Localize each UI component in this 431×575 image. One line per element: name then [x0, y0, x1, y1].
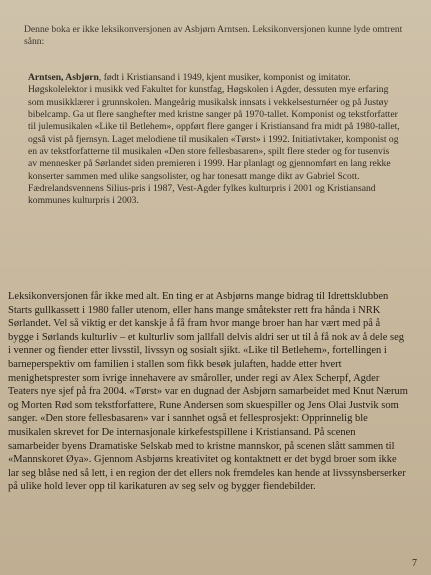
- intro-text: Denne boka er ikke leksikonversjonen av Asbjørn Arntsen. Leksikonversjonen kunne lyde omtrent sånn:: [24, 24, 403, 48]
- entry-body: , født i Kristiansand i 1949, kjent musiker, komponist og imitator. Høgskolelektor i musikk ved Fakultet for kunstfag, Høgskolen i Agder, dessuten mye erfaring som musikklærer i grunnskolen. Mangeårig musikalsk innsats i vekkelsesturnéer og på Justøy bibelcamp. Ga ut flere sanghefter med kristne sanger på 1970-tallet. Komponist og tekstforfatter til julemusikalen «Like til Betlehem», oppført flere ganger i Kristiansand fra midt på 1980-tallet, også vist på fjernsyn. Laget melodiene til musikalen «Tørst» i 1992. Initiativtaker, komponist og en av tekstforfatterne til musikalen «Den store fellesbasaren», spilt flere steder og for tusenvis av mennesker på Sørlandet siden premieren i 1999. Har planlagt og gjennomført en lang rekke konserter sammen med ulike sangsolister, og har tonesatt mange dikt av Gabriel Scott. Fædrelandsvennens Silius-pris i 1987, Vest-Agder fylkes kulturpris i 2001 og Kristiansand kommunes kulturpris i 2003.: [28, 72, 400, 207]
- entry-headword: Arntsen, Asbjørn: [28, 72, 99, 83]
- entry-paragraph: [28, 72, 400, 208]
- encyclopedia-entry: [28, 72, 400, 208]
- main-paragraph: Leksikonversjonen får ikke med alt. En ting er at Asbjørns mange bidrag til Idrettsklubben Starts gullkassett i 1980 faller utenom, eller hans mange småtekster rett fra hånda i NRK Sørlandet. Vel så viktig er det kanskje å få fram hvor mange broer han har vært med på å bygge i Sørlands kulturliv – et kulturliv som jallfall delvis aldri ser ut til å få nok av å dele seg i venner og fiender etter livsstil, livssyn og sosialt sjikt. «Like til Betlehem», fortellingen i barneperspektiv om familien i stallen som fikk besøk julaften, hadde etter hvert menighetsprester som ivrige innehavere av småroller, under regi av Alex Scherpf, Agder Teaters nye sjef på fra 2004. «Tørst» var en dugnad der Asbjørn samarbeidet med Knut Nærum og Morten Rød som tekstforfattere, Rune Andersen som skuespiller og Jens Olai Justvik som sanger. «Den store fellesbasaren» var i sannhet også et fellesprosjekt: Opprinnelig ble musikalen skrevet for De internasjonale kirkefestspillene i Kristiansand. På scenen samarbeider byens Dramatiske Selskab med to kristne mannskor, på scenen slått sammen til «Mannskoret Øya». Gjennom Asbjørns kreativitet og kontaktnett er det bygd broer som ikke lar seg blåse ned så lett, i en region der det ellers nok fremdeles kan hende at livssynsberserker på ulike hold lever opp til karikaturen av seg selv og bygger fiendebilder.: [8, 291, 408, 493]
- main-text: [8, 290, 408, 494]
- page-number: 7: [412, 558, 417, 569]
- intro-paragraph: [24, 24, 404, 49]
